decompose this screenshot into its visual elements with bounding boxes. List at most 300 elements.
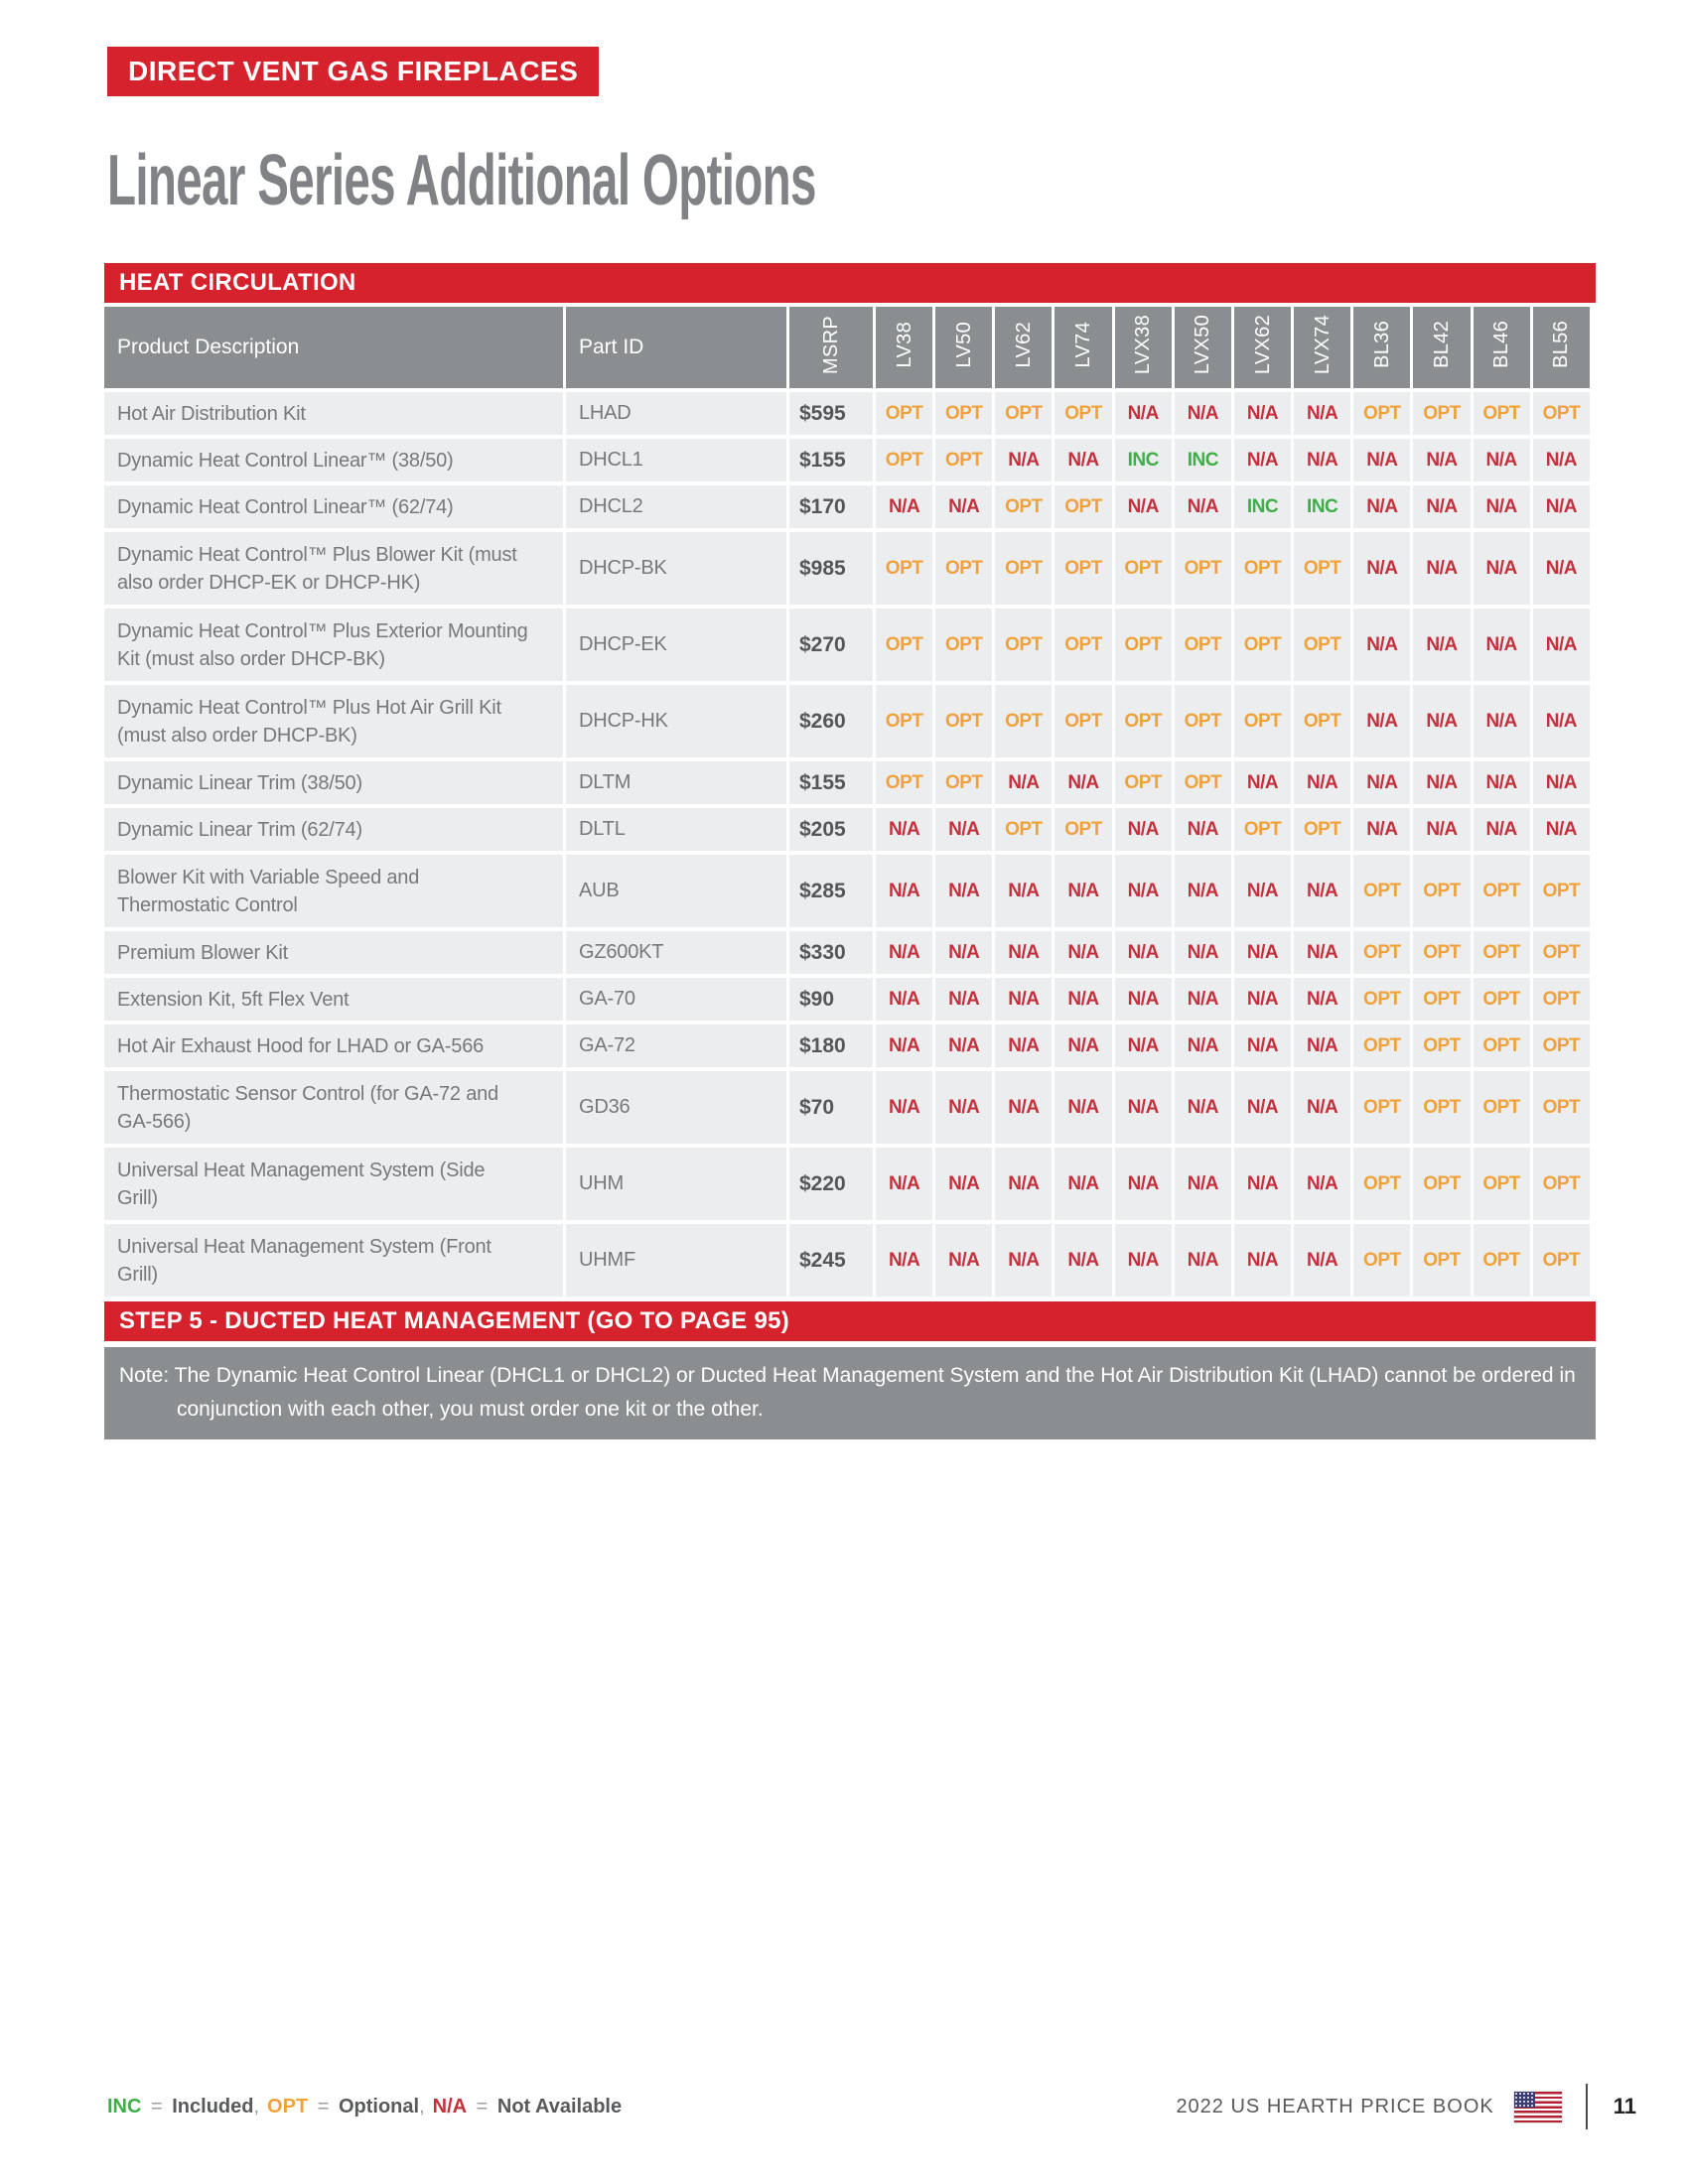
availability-cell: N/A [995,439,1052,481]
availability-cell: N/A [935,808,992,851]
availability-cell: OPT [1353,1148,1410,1220]
availability-cell: N/A [1175,392,1231,435]
availability-cell: OPT [1474,931,1530,974]
availability-cell: OPT [1413,978,1470,1021]
availability-cell: N/A [1115,931,1172,974]
part-id-cell: DHCP-HK [566,685,786,757]
table-row [104,1148,1590,1220]
availability-cell: OPT [1115,761,1172,804]
rotated-label: BL56 [1550,321,1573,368]
part-id-cell: UHMF [566,1224,786,1297]
section-header-heat-circulation: HEAT CIRCULATION [104,263,1596,303]
rotated-label: LV38 [893,321,915,368]
availability-cell: N/A [1533,485,1590,528]
availability-cell: N/A [1474,439,1530,481]
column-header-bl36 [1353,307,1410,388]
availability-cell: OPT [1175,761,1231,804]
part-id-cell: DHCL2 [566,485,786,528]
table-row [104,855,1590,927]
rotated-label: LVX38 [1132,314,1155,375]
rotated-label: LV62 [1012,321,1035,368]
availability-cell: OPT [1474,855,1530,927]
part-id-cell: DHCP-EK [566,609,786,681]
part-id-cell: AUB [566,855,786,927]
availability-cell: N/A [1115,808,1172,851]
availability-cell: N/A [935,931,992,974]
availability-cell: OPT [876,392,932,435]
availability-cell: OPT [1413,1148,1470,1220]
description-line: Thermostatic Control [117,893,298,916]
legend-label: Included [172,2095,254,2117]
availability-cell: OPT [935,685,992,757]
msrp-cell: $90 [789,978,873,1021]
availability-cell: N/A [1115,1071,1172,1144]
availability-cell: N/A [995,1148,1052,1220]
availability-cell: N/A [1234,931,1291,974]
availability-cell: OPT [1533,1024,1590,1067]
part-id-cell: GA-70 [566,978,786,1021]
msrp-cell: $985 [789,532,873,605]
availability-cell: N/A [1353,485,1410,528]
description-line: Universal Heat Management System (Side [117,1159,486,1181]
availability-cell: N/A [1353,761,1410,804]
rotated-label: BL42 [1430,321,1453,368]
availability-cell: N/A [1055,978,1111,1021]
availability-cell: OPT [1413,931,1470,974]
column-header-lv62 [995,307,1052,388]
availability-cell: OPT [1533,1071,1590,1144]
availability-cell: OPT [1055,532,1111,605]
availability-cell: N/A [995,855,1052,927]
availability-cell: OPT [1234,609,1291,681]
availability-cell: N/A [1294,392,1350,435]
availability-cell: N/A [1413,439,1470,481]
availability-cell: OPT [1234,532,1291,605]
availability-cell: OPT [1055,609,1111,681]
availability-cell: N/A [1055,1024,1111,1067]
availability-cell: OPT [995,392,1052,435]
product-description-cell [104,532,563,605]
availability-cell: OPT [1055,685,1111,757]
msrp-cell: $170 [789,485,873,528]
table-row [104,485,1590,528]
rotated-label: LVX50 [1192,314,1214,375]
availability-cell: N/A [1294,439,1350,481]
availability-cell: N/A [1533,808,1590,851]
msrp-cell: $285 [789,855,873,927]
availability-cell: OPT [995,685,1052,757]
rotated-label: BL36 [1370,321,1393,368]
availability-cell: INC [1234,485,1291,528]
availability-cell: OPT [1474,392,1530,435]
legend-code: OPT [267,2095,309,2117]
availability-cell: N/A [1474,761,1530,804]
table-row [104,1224,1590,1297]
table-row [104,609,1590,681]
availability-cell: N/A [1175,978,1231,1021]
availability-cell: OPT [995,485,1052,528]
availability-cell: OPT [1294,685,1350,757]
availability-cell: INC [1175,439,1231,481]
availability-cell: OPT [1474,1024,1530,1067]
availability-cell: OPT [995,609,1052,681]
availability-cell: N/A [1294,1024,1350,1067]
availability-cell: N/A [876,1148,932,1220]
availability-cell: N/A [935,1224,992,1297]
availability-cell: N/A [1115,1224,1172,1297]
table-row [104,1071,1590,1144]
availability-cell: OPT [1413,1071,1470,1144]
part-id-cell: DLTL [566,808,786,851]
availability-cell: N/A [1234,761,1291,804]
product-description-cell [104,1224,563,1297]
availability-cell: N/A [1353,439,1410,481]
availability-cell: OPT [1294,808,1350,851]
availability-cell: N/A [995,1224,1052,1297]
description-line: Grill) [117,1186,159,1209]
availability-cell: N/A [1353,609,1410,681]
availability-cell: OPT [876,532,932,605]
availability-cell: N/A [1533,532,1590,605]
availability-cell: OPT [1055,808,1111,851]
availability-cell: OPT [1294,532,1350,605]
part-id-cell: LHAD [566,392,786,435]
availability-cell: N/A [1115,978,1172,1021]
description-line: Dynamic Heat Control™ Plus Exterior Mounting [117,619,528,642]
availability-cell: N/A [1175,855,1231,927]
product-description-cell: Premium Blower Kit [104,931,563,974]
availability-cell: N/A [1474,685,1530,757]
column-header-lvx50 [1175,307,1231,388]
availability-cell: N/A [1533,609,1590,681]
availability-cell: OPT [935,392,992,435]
msrp-cell: $70 [789,1071,873,1144]
header-row [104,307,1590,388]
column-header-lv38 [876,307,932,388]
product-description-cell: Dynamic Heat Control Linear™ (38/50) [104,439,563,481]
availability-cell: N/A [876,1224,932,1297]
availability-cell: N/A [995,1071,1052,1144]
availability-cell: N/A [1175,1024,1231,1067]
rotated-label: BL46 [1490,321,1513,368]
availability-cell: OPT [1175,532,1231,605]
availability-cell: N/A [1115,1148,1172,1220]
availability-cell: N/A [935,1148,992,1220]
availability-cell: OPT [1413,855,1470,927]
product-description-cell [104,685,563,757]
availability-cell: N/A [1294,761,1350,804]
column-header-lvx74 [1294,307,1350,388]
availability-cell: N/A [1115,855,1172,927]
availability-cell: N/A [876,855,932,927]
availability-cell: OPT [1533,931,1590,974]
page-footer [107,2083,1636,2130]
product-description-cell [104,1148,563,1220]
rotated-label: LVX74 [1311,314,1334,375]
page-title: Linear Series Additional Options [107,141,816,220]
msrp-cell: $155 [789,439,873,481]
availability-cell: OPT [1533,1148,1590,1220]
column-header-lv74 [1055,307,1111,388]
description-line: Grill) [117,1263,159,1286]
availability-cell: N/A [1175,1071,1231,1144]
availability-cell: OPT [1413,1024,1470,1067]
availability-cell: N/A [1413,808,1470,851]
note-line-1 [119,1359,1580,1393]
availability-cell: N/A [1413,685,1470,757]
legend-equals: = [145,2095,169,2117]
table-row [104,1024,1590,1067]
description-line: Thermostatic Sensor Control (for GA-72 and [117,1082,498,1105]
table-row [104,808,1590,851]
availability-cell: OPT [1474,978,1530,1021]
availability-cell: OPT [1055,392,1111,435]
msrp-cell: $180 [789,1024,873,1067]
availability-cell: OPT [1175,685,1231,757]
rotated-label: LV74 [1072,321,1095,368]
availability-cell: N/A [1055,855,1111,927]
availability-cell: N/A [876,485,932,528]
availability-cell: OPT [876,609,932,681]
availability-legend [107,2096,630,2118]
table-row [104,761,1590,804]
part-id-cell: GZ600KT [566,931,786,974]
options-table-header [104,307,1590,388]
availability-cell: N/A [1294,1071,1350,1144]
availability-cell: OPT [935,439,992,481]
availability-cell: OPT [1353,855,1410,927]
availability-cell: OPT [995,808,1052,851]
availability-cell: OPT [1474,1071,1530,1144]
part-id-cell: DHCL1 [566,439,786,481]
us-flag-icon [1514,2092,1562,2122]
availability-cell: N/A [1413,532,1470,605]
availability-cell: OPT [1353,978,1410,1021]
availability-cell: OPT [1474,1148,1530,1220]
part-id-cell: UHM [566,1148,786,1220]
product-description-cell [104,855,563,927]
msrp-cell: $220 [789,1148,873,1220]
availability-cell: N/A [1533,761,1590,804]
availability-cell: N/A [1474,532,1530,605]
availability-cell: N/A [1175,485,1231,528]
table-row [104,439,1590,481]
msrp-cell: $270 [789,609,873,681]
table-row [104,685,1590,757]
availability-cell: OPT [1353,1071,1410,1144]
msrp-cell: $330 [789,931,873,974]
availability-cell: N/A [995,931,1052,974]
availability-cell: N/A [1294,1148,1350,1220]
availability-cell: OPT [1115,609,1172,681]
availability-cell: N/A [995,761,1052,804]
availability-cell: N/A [1474,609,1530,681]
part-id-cell: DLTM [566,761,786,804]
availability-cell: OPT [1353,1024,1410,1067]
description-line: (must also order DHCP-BK) [117,724,357,747]
column-header-bl42 [1413,307,1470,388]
product-description-cell: Hot Air Distribution Kit [104,392,563,435]
availability-cell: N/A [1055,1071,1111,1144]
availability-cell: N/A [876,1024,932,1067]
availability-cell: INC [1294,485,1350,528]
product-description-cell [104,609,563,681]
column-header-product-description: Product Description [104,307,563,388]
availability-cell: N/A [1055,761,1111,804]
rotated-label: LVX62 [1251,314,1274,375]
msrp-cell: $155 [789,761,873,804]
availability-cell: N/A [1115,392,1172,435]
availability-cell: N/A [1234,439,1291,481]
options-table-body [104,392,1590,1297]
msrp-cell: $260 [789,685,873,757]
availability-cell: N/A [1413,485,1470,528]
footer-right [1176,2084,1636,2129]
availability-cell: N/A [1234,978,1291,1021]
availability-cell: OPT [1413,1224,1470,1297]
availability-cell: OPT [1234,685,1291,757]
description-line: Kit (must also order DHCP-BK) [117,647,385,670]
column-header-lv50 [935,307,992,388]
availability-cell: N/A [1234,392,1291,435]
availability-cell: OPT [1353,392,1410,435]
availability-cell: N/A [935,1024,992,1067]
availability-cell: OPT [935,761,992,804]
availability-cell: N/A [995,978,1052,1021]
availability-cell: OPT [876,439,932,481]
note-line-2: conjunction with each other, you must order one kit or the other. [177,1397,764,1421]
availability-cell: N/A [1175,931,1231,974]
legend-label: Optional [338,2095,420,2117]
description-line: also order DHCP-EK or DHCP-HK) [117,571,421,594]
availability-cell: N/A [1234,1148,1291,1220]
product-description-cell: Extension Kit, 5ft Flex Vent [104,978,563,1021]
product-description-cell: Hot Air Exhaust Hood for LHAD or GA-566 [104,1024,563,1067]
availability-cell: N/A [1353,685,1410,757]
product-description-cell: Dynamic Linear Trim (62/74) [104,808,563,851]
availability-cell: N/A [1234,855,1291,927]
legend-separator: , [419,2095,425,2117]
availability-cell: OPT [1115,532,1172,605]
msrp-cell: $595 [789,392,873,435]
availability-cell: OPT [1533,978,1590,1021]
legend-equals: = [312,2095,335,2117]
legend-code: INC [107,2095,142,2117]
description-line: GA-566) [117,1110,192,1133]
availability-cell: N/A [935,978,992,1021]
column-header-msrp [789,307,873,388]
availability-cell: N/A [1474,485,1530,528]
availability-cell: N/A [876,931,932,974]
availability-cell: N/A [935,1071,992,1144]
availability-cell: N/A [1294,1224,1350,1297]
description-line: Blower Kit with Variable Speed and [117,866,420,888]
availability-cell: OPT [876,685,932,757]
description-line: Dynamic Heat Control™ Plus Blower Kit (must [117,543,517,566]
msrp-cell: $205 [789,808,873,851]
page-number: 11 [1613,2094,1636,2118]
availability-cell: OPT [995,532,1052,605]
availability-cell: OPT [1533,1224,1590,1297]
availability-cell: OPT [1353,931,1410,974]
description-line: Dynamic Heat Control™ Plus Hot Air Grill Kit [117,696,501,719]
availability-cell: N/A [1294,855,1350,927]
note-bar [104,1347,1596,1439]
msrp-cell: $245 [789,1224,873,1297]
product-description-cell [104,1071,563,1144]
availability-cell: N/A [1234,1071,1291,1144]
availability-cell: OPT [1533,855,1590,927]
rotated-label: LV50 [952,321,975,368]
product-description-cell: Dynamic Heat Control Linear™ (62/74) [104,485,563,528]
availability-cell: INC [1115,439,1172,481]
availability-cell: OPT [1234,808,1291,851]
availability-cell: N/A [1055,931,1111,974]
legend-separator [622,2096,630,2117]
availability-cell: N/A [1055,1224,1111,1297]
availability-cell: N/A [1175,1148,1231,1220]
column-header-part-id: Part ID [566,307,786,388]
content-area [104,263,1596,1439]
availability-cell: N/A [876,1071,932,1144]
table-row [104,931,1590,974]
availability-cell: N/A [1353,532,1410,605]
legend-equals: = [471,2095,493,2117]
column-header-bl56 [1533,307,1590,388]
availability-cell: N/A [1055,439,1111,481]
availability-cell: N/A [1533,685,1590,757]
availability-cell: N/A [935,855,992,927]
availability-cell: N/A [1234,1224,1291,1297]
category-badge: DIRECT VENT GAS FIREPLACES [107,47,599,96]
footer-book-title: 2022 US HEARTH PRICE BOOK [1176,2095,1494,2117]
availability-cell: N/A [935,485,992,528]
availability-cell: OPT [1055,485,1111,528]
availability-cell: OPT [1294,609,1350,681]
step5-bar: STEP 5 - DUCTED HEAT MANAGEMENT (GO TO PAGE 95) [104,1301,1596,1341]
availability-cell: N/A [1115,1024,1172,1067]
column-header-bl46 [1474,307,1530,388]
table-row [104,978,1590,1021]
note-text-1: The Dynamic Heat Control Linear (DHCL1 or DHCL2) or Ducted Heat Management System and the Hot Air Distribution Kit (LHAD) cannot be ordered in [174,1364,1576,1387]
note-prefix: Note: [119,1364,170,1387]
footer-divider [1586,2084,1588,2129]
availability-cell: N/A [1474,808,1530,851]
availability-cell: OPT [876,761,932,804]
availability-cell: N/A [1413,609,1470,681]
availability-cell: OPT [935,532,992,605]
table-row [104,392,1590,435]
availability-cell: N/A [1175,1224,1231,1297]
part-id-cell: DHCP-BK [566,532,786,605]
product-description-cell: Dynamic Linear Trim (38/50) [104,761,563,804]
table-row [104,532,1590,605]
availability-cell: OPT [1353,1224,1410,1297]
availability-cell: N/A [876,978,932,1021]
availability-cell: OPT [1413,392,1470,435]
availability-cell: N/A [1413,761,1470,804]
availability-cell: OPT [1115,685,1172,757]
legend-code: N/A [432,2095,468,2117]
availability-cell: N/A [1115,485,1172,528]
availability-cell: OPT [935,609,992,681]
availability-cell: N/A [1294,978,1350,1021]
options-table [101,303,1593,1300]
availability-cell: OPT [1175,609,1231,681]
availability-cell: N/A [1055,1148,1111,1220]
availability-cell: N/A [1234,1024,1291,1067]
availability-cell: N/A [995,1024,1052,1067]
